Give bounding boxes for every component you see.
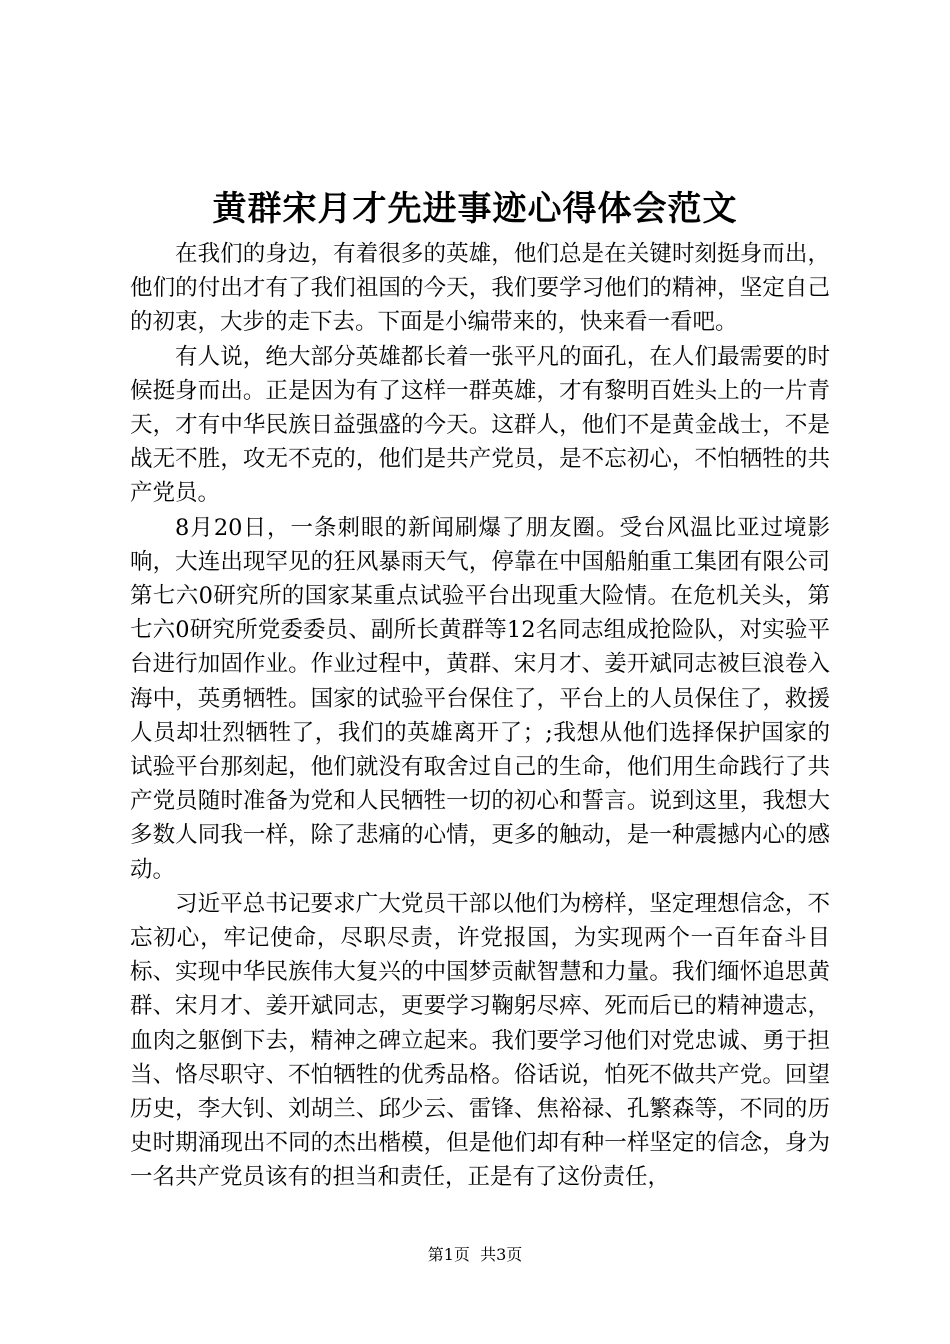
document-body xyxy=(130,237,830,1195)
total-page-count: 共3页 xyxy=(480,1245,523,1264)
paragraph: 有人说，绝大部分英雄都长着一张平凡的面孔，在人们最需要的时候挺身而出。正是因为有了这样一群英雄，才有黎明百姓头上的一片青天，才有中华民族日益强盛的今天。这群人，他们不是黄金战士，不是战无不胜，攻无不克的，他们是共产党员，是不忘初心，不怕牺牲的共产党员。 xyxy=(130,343,830,507)
paragraph: 在我们的身边，有着很多的英雄，他们总是在关键时刻挺身而出，他们的付出才有了我们祖国的今天，我们要学习他们的精神，坚定自己的初衷，大步的走下去。下面是小编带来的，快来看一看吧。 xyxy=(130,241,830,336)
paragraph: 8月20日，一条刺眼的新闻刷爆了朋友圈。受台风温比亚过境影响，大连出现罕见的狂风暴雨天气，停靠在中国船舶重工集团有限公司第七六0研究所的国家某重点试验平台出现重大险情。在危机关头，第七六0研究所党委委员、副所长黄群等12名同志组成抢险队，对实验平台进行加固作业。作业过程中，黄群、宋月才、姜开斌同志被巨浪卷入海中，英勇牺牲。国家的试验平台保住了，平台上的人员保住了，救援人员却壮烈牺牲了，我们的英雄离开了；;我想从他们选择保护国家的试验平台那刻起，他们就没有取舍过自己的生命，他们用生命践行了共产党员随时准备为党和人民牺牲一切的初心和誓言。说到这里，我想大多数人同我一样，除了悲痛的心情，更多的触动，是一种震撼内心的感动。 xyxy=(130,514,830,883)
page-footer xyxy=(0,1244,950,1266)
paragraph: 习近平总书记要求广大党员干部以他们为榜样，坚定理想信念，不忘初心，牢记使命，尽职尽责，许党报国，为实现两个一百年奋斗目标、实现中华民族伟大复兴的中国梦贡献智慧和力量。我们缅怀追思黄群、宋月才、姜开斌同志，更要学习鞠躬尽瘁、死而后已的精神遗志，血肉之躯倒下去，精神之碑立起来。我们要学习他们对党忠诚、勇于担当、恪尽职守、不怕牺牲的优秀品格。俗话说，怕死不做共产党。回望历史，李大钊、刘胡兰、邱少云、雷锋、焦裕禄、孔繁森等，不同的历史时期涌现出不同的杰出楷模，但是他们却有种一样坚定的信念，身为一名共产党员该有的担当和责任，正是有了这份责任， xyxy=(130,890,830,1191)
current-page-number: 第1页 xyxy=(427,1245,470,1264)
document-title: 黄群宋月才先进事迹心得体会范文 xyxy=(212,189,738,229)
footer-spacer xyxy=(470,1245,480,1264)
